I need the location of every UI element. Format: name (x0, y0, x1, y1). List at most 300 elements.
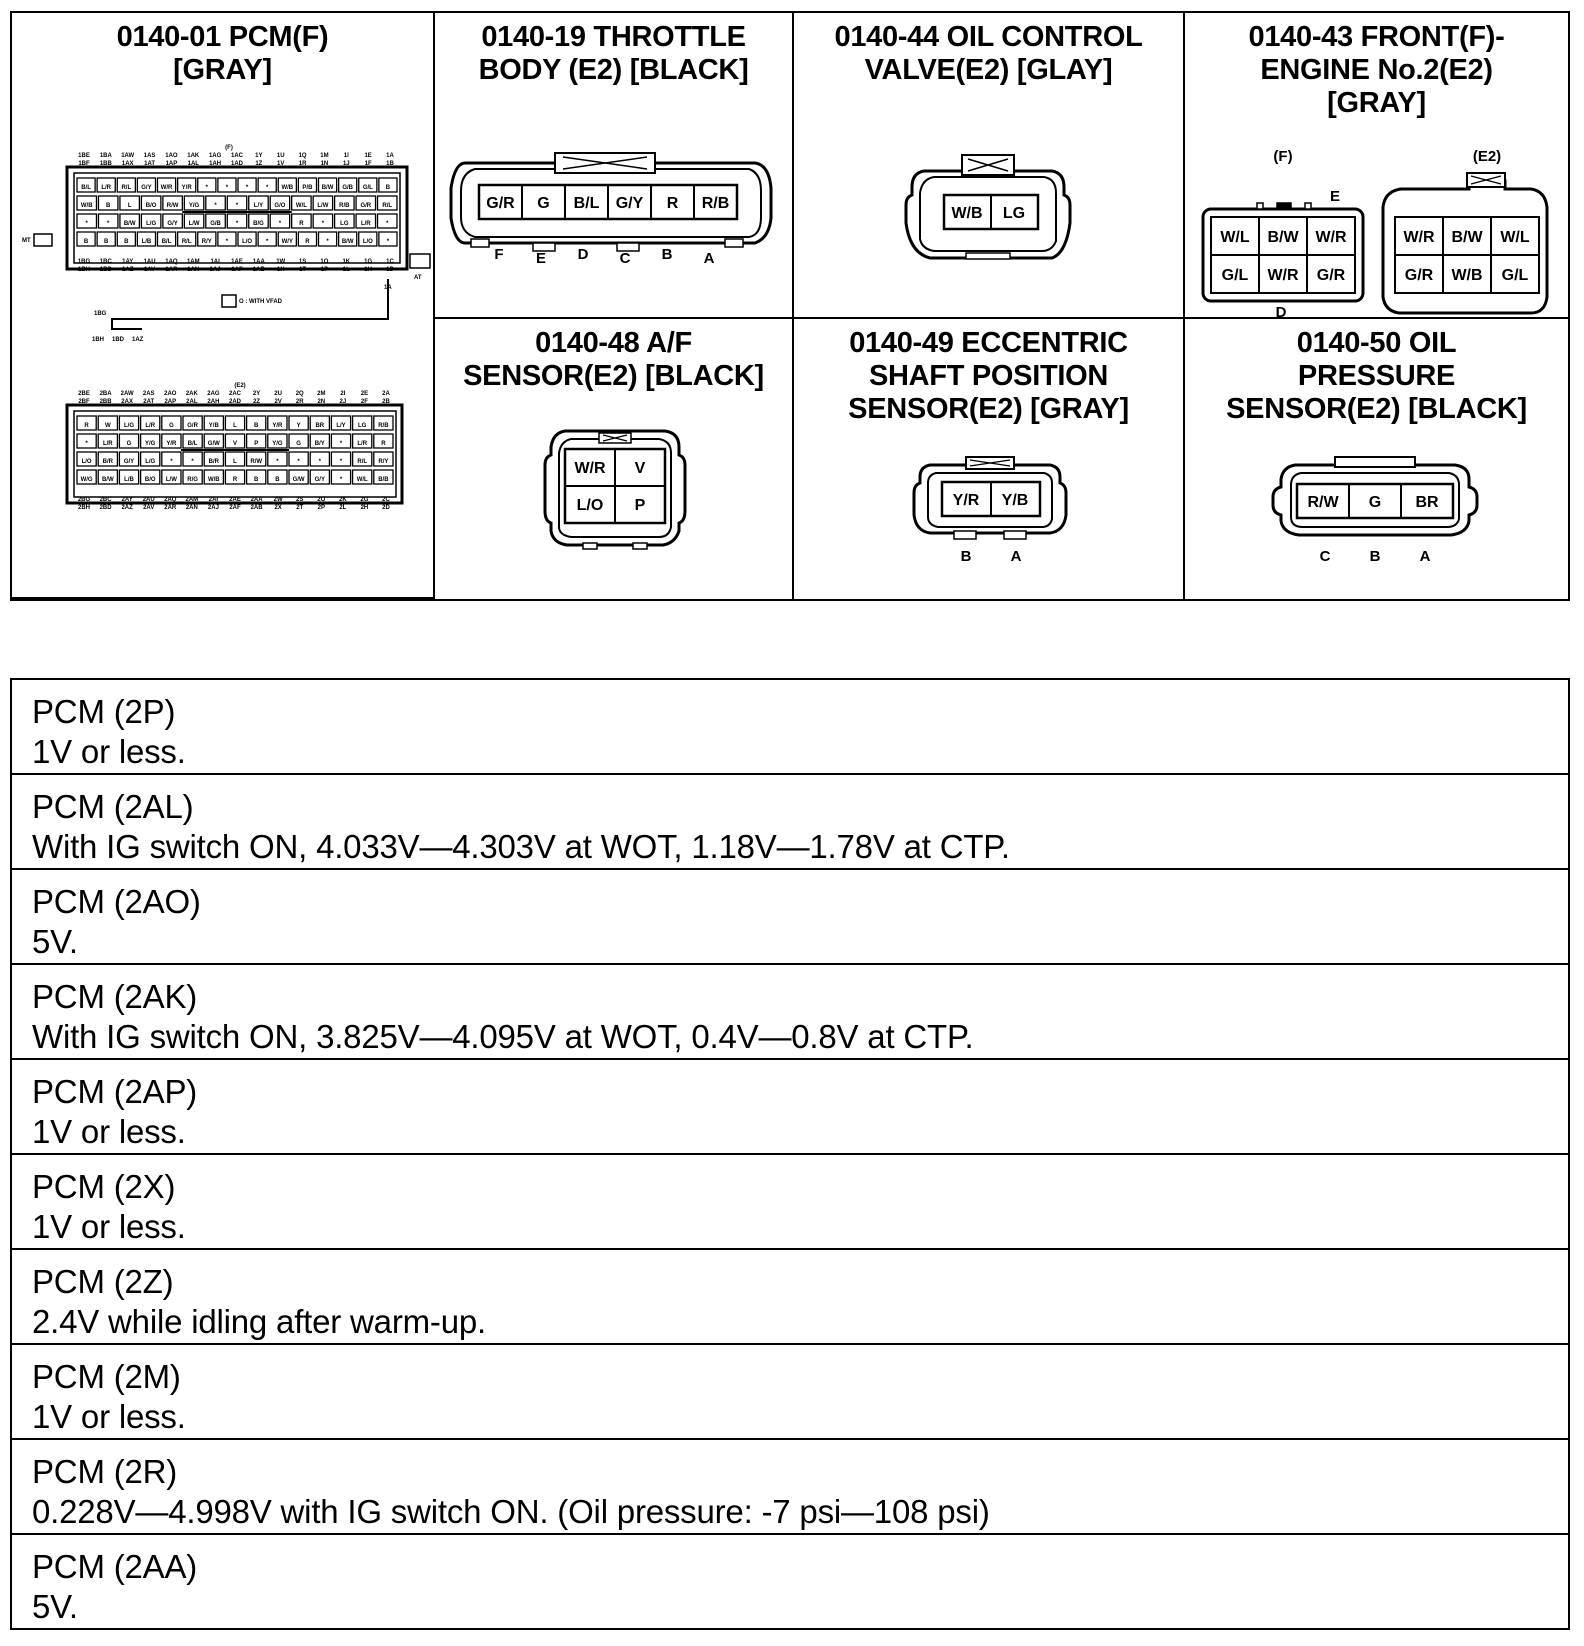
pcm-pin-label: G/B (342, 185, 354, 191)
pin-label: W/R (574, 460, 606, 477)
pcm-pin-label: Y/R (272, 423, 283, 429)
connector-title (18, 21, 427, 87)
pin-number: 1AB (252, 267, 265, 273)
connector-oil-control-valve (794, 13, 1185, 319)
pin-number: 2AI (208, 497, 219, 503)
pin-number: 2AZ (121, 505, 133, 511)
connector-title (441, 21, 786, 87)
pin-number: 1P (320, 267, 329, 273)
spec-text: 1V or less. (32, 1398, 186, 1435)
pcm-pin-label: B (106, 203, 111, 209)
pin-number: 1A (384, 285, 392, 291)
pcm-pin-label: B (385, 185, 391, 191)
pin-number: 2Q (295, 391, 304, 397)
pcm-pin-label: * (318, 459, 321, 465)
pin-number: 1AP (165, 161, 178, 167)
f-side-label: (F) (1273, 148, 1293, 165)
pin-number: 2AR (164, 505, 177, 511)
pcm-pin-label: R (299, 221, 304, 227)
pin-number: 1E (364, 153, 372, 159)
mt-box (34, 234, 52, 246)
pcm-pin-label: * (266, 239, 269, 245)
pcm-pin-label: L/B (124, 477, 134, 483)
pin-number: 2AS (142, 391, 155, 397)
pcm-pin-label: * (339, 441, 343, 447)
pcm-pin-label: B (254, 477, 259, 483)
title-line: 0140-01 PCM(F) (116, 21, 329, 53)
pin-number: 2AL (186, 399, 198, 405)
pin-number: 2Z (253, 399, 261, 405)
pin-number: 1AH (209, 161, 222, 167)
pin-number: 1Y (255, 153, 263, 159)
pin-name: PCM (2R) (32, 1453, 178, 1490)
pcm-pin-label: L/O (81, 459, 92, 465)
pcm-pin-label: R (305, 239, 310, 245)
pcm-pin-label: * (235, 203, 239, 209)
pcm-pin-label: * (170, 459, 173, 465)
pin-name: PCM (2AP) (32, 1073, 198, 1110)
pcm-e2-top-nums (78, 391, 390, 405)
pin-name: PCM (2AL) (32, 788, 194, 825)
title-line: 0140-48 A/F (535, 327, 692, 359)
pcm-pin-label: * (245, 185, 249, 191)
pin-label: BR (1415, 494, 1439, 511)
pin-number: 2BH (77, 505, 91, 511)
pcm-pin-label: B/W (321, 185, 334, 191)
pin-number: 2BB (99, 399, 112, 405)
pcm-pin-label: B (254, 423, 259, 429)
pin-number: 1AE (231, 259, 243, 265)
pcm-pin-label: V (232, 441, 238, 447)
table-row (12, 680, 1568, 775)
pcm-pin-label: B (124, 239, 129, 245)
pin-label: W/L (1220, 229, 1250, 246)
pin-number: 1AZ (122, 267, 134, 273)
pin-number: 1AI (210, 259, 220, 265)
at-label: AT (414, 275, 422, 281)
front-engine-diagram (1185, 137, 1568, 337)
pin-number: 1F (364, 161, 372, 167)
connector-title (800, 21, 1177, 87)
pin-number: 2BE (78, 391, 90, 397)
pin-number: 1BE (78, 153, 90, 159)
table-row (12, 1155, 1568, 1250)
pin-number: 2AN (185, 505, 198, 511)
pin-label: G/L (1501, 267, 1529, 284)
pin-number: 2AE (229, 497, 241, 503)
pin-number: 2AW (120, 391, 134, 397)
pin-number: 1D (386, 267, 394, 273)
pin-number: 1AM (186, 259, 200, 265)
title-line: SHAFT POSITION (868, 360, 1109, 392)
with-vfad-label: O : WITH VFAD (239, 299, 282, 305)
pcm-pin-label: * (278, 221, 282, 227)
pin-number: 2AU (142, 497, 155, 503)
throttle-body-diagram (435, 113, 794, 313)
pcm-pin-label: W/L (295, 203, 307, 209)
voltage-spec-table (10, 678, 1570, 1630)
pin-d-letter: D (1275, 304, 1287, 321)
pin-number: 2BD (99, 505, 112, 511)
pin-number: 2R (295, 399, 304, 405)
pcm-pin-label: B/O (145, 203, 157, 209)
pin-number: 2D (382, 505, 390, 511)
pcm-pin-label: G/W (207, 441, 220, 447)
pcm-f-pin-grid (77, 178, 397, 246)
pcm-pin-label: G/Y (123, 459, 135, 465)
pin-number: 2O (317, 497, 326, 503)
pin-label: R (666, 195, 679, 212)
pcm-pin-label: R/Y (201, 239, 212, 245)
pin-number: 2J (339, 399, 347, 405)
pin-number: 1W (276, 259, 286, 265)
connector-title (800, 327, 1177, 426)
title-line: 0140-44 OIL CONTROL (834, 21, 1143, 53)
pcm-pin-label: L/W (165, 477, 177, 483)
connector-front-engine-no2 (1185, 13, 1568, 319)
pin-number: 2Y (252, 391, 261, 397)
pcm-pin-label: G/Y (167, 221, 178, 227)
pcm-pin-label: W/Y (281, 239, 293, 245)
pcm-pin-label: * (225, 185, 229, 191)
table-row (12, 1535, 1568, 1630)
pin-label: LG (1002, 205, 1026, 222)
pin-number: 1AK (187, 153, 200, 159)
pcm-pin-label: L/O (362, 239, 373, 245)
pcm-pin-label: R/B (339, 203, 350, 209)
pcm-pin-label: L/R (360, 221, 371, 227)
pin-number: 2K (339, 497, 347, 503)
pcm-pin-label: G/Y (314, 477, 325, 483)
pin-letter: B (960, 548, 972, 565)
pcm-pin-label: R (381, 441, 386, 447)
pcm-pin-label: Y/R (166, 441, 177, 447)
pcm-e2-label: (E2) (234, 383, 246, 389)
pcm-pin-label: R/B (378, 423, 389, 429)
mt-label: MT (22, 238, 31, 244)
title-line: SENSOR(E2) [GRAY] (848, 393, 1129, 425)
pcm-pin-label: B/R (102, 459, 113, 465)
pcm-pin-label: L/G (146, 221, 157, 227)
pin-name: PCM (2AO) (32, 883, 201, 920)
pin-number: 1AN (187, 267, 200, 273)
title-line: BODY (E2) [BLACK] (478, 54, 749, 86)
pcm-pin-label: W/L (356, 477, 368, 483)
title-line: [GRAY] (173, 54, 272, 86)
pin-label: W/B (1451, 267, 1483, 284)
pin-number: 1AS (143, 153, 156, 159)
pcm-pin-label: W/B (80, 203, 93, 209)
pin-number: 1V (277, 161, 285, 167)
pcm-pin-label: G/W (292, 477, 305, 483)
pin-number: 1B (386, 161, 394, 167)
pcm-pin-label: G (169, 423, 174, 429)
pcm-pin-label: L (127, 203, 132, 209)
pcm-pin-label: B/G (253, 221, 264, 227)
pin-number: 2M (317, 391, 326, 397)
pcm-pin-label: L/R (145, 423, 156, 429)
pcm-pin-label: * (321, 221, 325, 227)
pin-number: 2L (339, 505, 347, 511)
pcm-pin-label: G/L (362, 185, 373, 191)
pcm-pin-label: * (107, 221, 110, 227)
pin-number: 2BC (99, 497, 112, 503)
title-line: SENSOR(E2) [BLACK] (463, 360, 764, 392)
pin-number: 2S (296, 497, 304, 503)
pcm-pin-label: B/L (81, 185, 91, 191)
spec-text: 1V or less. (32, 1208, 186, 1245)
pcm-pin-label: R/W (166, 203, 179, 209)
pcm-pin-label: B/W (341, 239, 354, 245)
pin-label: G/R (1316, 267, 1346, 284)
pcm-pin-label: * (326, 239, 329, 245)
connector-title (1191, 21, 1562, 120)
pin-number: 1S (298, 259, 307, 265)
pcm-pin-label: * (235, 221, 239, 227)
pin-number: 2E (360, 391, 369, 397)
pcm-pin-label: G (126, 441, 132, 447)
pin-label: Y/B (1001, 492, 1029, 509)
pcm-f-bottom-nums (78, 259, 395, 273)
pcm-pin-label: G/B (210, 221, 221, 227)
pin-number: 1BC (99, 259, 112, 265)
pin-number: 1AO (165, 153, 178, 159)
pcm-pin-label: L (233, 459, 237, 465)
pcm-pin-label: BR (315, 423, 325, 429)
pin-number: 2AO (164, 391, 177, 397)
connector-af-sensor (435, 319, 794, 599)
pin-number: 2AD (228, 399, 242, 405)
pin-number: 2V (274, 399, 282, 405)
spec-text: 5V. (32, 1588, 78, 1625)
pcm-f-label: (F) (225, 145, 233, 151)
pcm-pin-label: LG (340, 221, 349, 227)
pin-number: 1BD (99, 267, 112, 273)
pin-name: PCM (2Z) (32, 1263, 174, 1300)
pin-number: 2C (382, 497, 390, 503)
pin-label: G/L (1221, 267, 1249, 284)
table-row (12, 1345, 1568, 1440)
pcm-pin-label: G/Y (141, 185, 152, 191)
pin-letter: B (661, 246, 673, 263)
table-row (12, 1060, 1568, 1155)
pcm-pin-label: * (191, 459, 194, 465)
pcm-pin-label: L/R (101, 185, 112, 191)
table-row (12, 775, 1568, 870)
pcm-pin-label: W/G (80, 477, 93, 483)
spec-text: 1V or less. (32, 1113, 186, 1150)
pin-label: R/W (1307, 494, 1339, 511)
pin-label: G (1368, 494, 1382, 511)
e2-side-label: (E2) (1472, 148, 1502, 165)
pin-number: 1AV (143, 267, 156, 273)
pin-number: 2AJ (207, 505, 219, 511)
pin-number: 2A (382, 391, 390, 397)
pin-number: 2U (274, 391, 282, 397)
pin-label: G/R (1404, 267, 1434, 284)
pcm-pin-label: B (83, 239, 89, 245)
pcm-pin-label: W (104, 423, 111, 429)
pcm-pin-label: R (232, 477, 238, 483)
pcm-pin-label: * (386, 239, 390, 245)
table-row (12, 1250, 1568, 1345)
pin-label: B/L (573, 195, 600, 212)
title-line: 0140-49 ECCENTRIC (849, 327, 1128, 359)
pin-number: 2X (274, 505, 282, 511)
pin-number: 2H (360, 505, 369, 511)
pin-number: 1AF (231, 267, 243, 273)
pcm-pin-label: B (104, 239, 109, 245)
pin-number: 2W (273, 497, 283, 503)
pcm-pin-label: B/B (378, 477, 389, 483)
pin-number: 1AX (121, 161, 134, 167)
pin-number: 1AW (121, 153, 135, 159)
spec-text: With IG switch ON, 4.033V—4.303V at WOT, 1.18V—1.78V at CTP. (32, 828, 1010, 865)
pcm-pin-label: L/Y (253, 203, 264, 209)
pin-name: PCM (2AA) (32, 1548, 198, 1585)
table-row (12, 1440, 1568, 1535)
pin-number: 2AB (250, 505, 263, 511)
pcm-pin-label: G (296, 441, 301, 447)
pcm-pin-label: B/Y (314, 441, 325, 447)
pin-label: W/L (1500, 229, 1530, 246)
pcm-pin-label: B/L (187, 441, 198, 447)
pcm-pin-label: * (339, 477, 343, 483)
pin-number: 1X (277, 267, 285, 273)
pcm-pin-label: R/L (181, 239, 192, 245)
oil-pressure-sensor-diagram (1185, 435, 1568, 595)
pin-letter: A (1419, 548, 1431, 565)
pin-number: 1AC (230, 153, 244, 159)
pin-number: 2AQ (164, 497, 177, 503)
title-line: [GRAY] (1327, 87, 1426, 119)
pin-number: 1AQ (165, 259, 178, 265)
pcm-pin-label: Y/G (188, 203, 200, 209)
pin-number: 1Z (255, 161, 263, 167)
pin-letter: D (577, 246, 589, 263)
connector-oil-pressure-sensor (1185, 319, 1568, 599)
pin-label: V (634, 460, 646, 477)
connector-pcm-f (12, 13, 435, 599)
pin-number: 1J (342, 161, 350, 167)
pcm-pin-label: R/G (187, 477, 198, 483)
pcm-pin-label: Y/G (272, 441, 283, 447)
title-line: 0140-43 FRONT(F)- (1248, 21, 1505, 53)
pin-number: 1BA (99, 153, 112, 159)
pcm-pin-label: * (339, 459, 343, 465)
pcm-pin-label: * (276, 459, 279, 465)
pin-label: B/W (1267, 229, 1299, 246)
title-line: SENSOR(E2) [BLACK] (1226, 393, 1527, 425)
pcm-pin-label: B/L (161, 239, 172, 245)
pin-number: 1AJ (209, 267, 221, 273)
pcm-pin-label: P/B (302, 185, 313, 191)
connector-title (1191, 327, 1562, 426)
pin-number: 2I (340, 391, 346, 397)
pcm-pin-label: * (85, 221, 88, 227)
title-line: ENGINE No.2(E2) (1260, 54, 1493, 86)
pcm-pin-label: G/R (360, 203, 372, 209)
pin-number: 1AL (187, 161, 199, 167)
pcm-pin-label: B/W (101, 477, 114, 483)
vfad-box (222, 295, 236, 307)
pin-number: 2AA (250, 497, 263, 503)
pin-number: 1C (386, 259, 394, 265)
pcm-pin-label: L/G (124, 423, 134, 429)
pin-letter: B (1369, 548, 1381, 565)
pin-number: 1Q (298, 153, 307, 159)
pcm-pin-label: B/W (123, 221, 136, 227)
pcm-pin-label: R/Y (378, 459, 389, 465)
pcm-pin-label: L/W (317, 203, 329, 209)
pcm-pin-label: * (205, 185, 208, 191)
pcm-pin-label: * (297, 459, 300, 465)
pin-number: 2BA (99, 391, 112, 397)
pin-label: B/W (1451, 229, 1483, 246)
title-line: PRESSURE (1297, 360, 1456, 392)
pin-number: 2G (360, 497, 369, 503)
connector-grid (10, 11, 1570, 601)
spec-text: With IG switch ON, 3.825V—4.095V at WOT, 0.4V—0.8V at CTP. (32, 1018, 974, 1055)
pcm-pin-label: L (233, 423, 237, 429)
spec-text: 1V or less. (32, 733, 186, 770)
pin-number: 1AY (122, 259, 134, 265)
pin-number: 2AT (143, 399, 155, 405)
pin-number: 2AV (143, 505, 155, 511)
pcm-pin-label: * (386, 221, 389, 227)
pin-number: 1BG (77, 259, 91, 265)
pcm-pin-label: * (214, 203, 217, 209)
connector-throttle-body (435, 13, 794, 319)
pin-number: 2AP (164, 399, 177, 405)
pcm-pin-label: L/R (102, 441, 113, 447)
pin-name: PCM (2X) (32, 1168, 176, 1205)
pcm-pin-label: R/L (121, 185, 132, 191)
pin-label: W/R (1403, 229, 1435, 246)
pin-name: PCM (2AK) (32, 978, 198, 1015)
pin-label: R/B (701, 195, 730, 212)
pin-number: 2AH (207, 399, 220, 405)
pin-name: PCM (2P) (32, 693, 176, 730)
pcm-pin-label: W/B (281, 185, 294, 191)
pin-number: 1AT (144, 161, 156, 167)
pcm-f-top-nums (78, 153, 394, 167)
pin-number: 1AR (165, 267, 178, 273)
pin-number: 1H (364, 267, 372, 273)
pin-number: 2AM (185, 497, 199, 503)
pin-label: G (537, 195, 550, 212)
af-sensor-diagram (435, 403, 794, 603)
pcm-pin-label: L/G (145, 459, 156, 465)
pin-label: P (634, 497, 646, 514)
pin-label: L/O (576, 497, 604, 514)
pin-number: 2B (382, 399, 390, 405)
pcm-pin-label: R/L (357, 459, 368, 465)
spec-text: 5V. (32, 923, 78, 960)
oil-control-valve-diagram (794, 113, 1185, 313)
pin-number: 1BH (77, 267, 91, 273)
pin-number: 1BF (78, 161, 90, 167)
pin-number: 1U (276, 153, 285, 159)
title-line: 0140-19 THROTTLE (481, 21, 746, 53)
pin-number: 1G (364, 259, 373, 265)
table-row (12, 965, 1568, 1060)
pcm-pin-label: G/R (187, 423, 198, 429)
pin-number: 1K (342, 259, 351, 265)
pcm-pin-label: P (254, 441, 259, 447)
pin-number: 1M (320, 153, 329, 159)
pcm-diagram (12, 89, 435, 599)
